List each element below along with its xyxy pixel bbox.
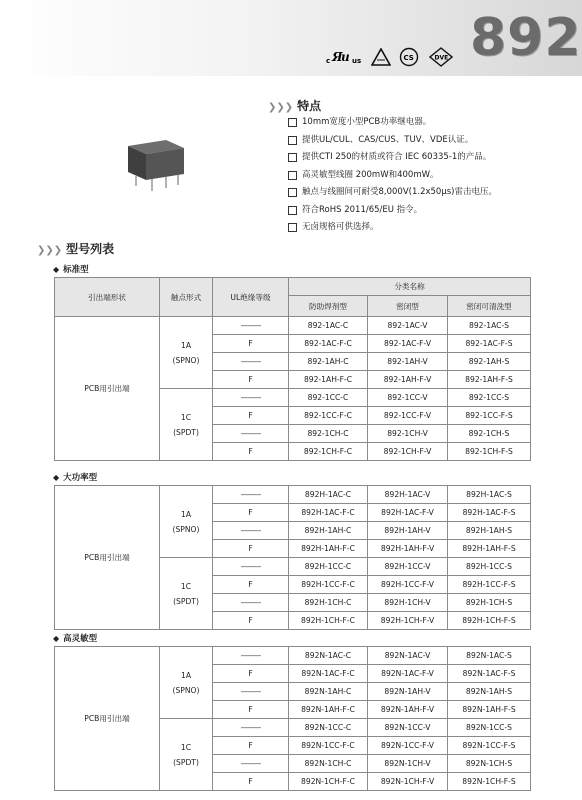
contact-form: 1C	[180, 581, 192, 591]
model-flux-cell: 892N-1AH-F-C	[289, 701, 368, 719]
model-flux-cell: 892N-1CH-F-C	[289, 773, 368, 791]
table-row	[55, 647, 531, 665]
contact-form: 1A	[180, 670, 192, 680]
contact-form-cell	[160, 558, 213, 630]
model-flux-cell: 892-1AH-C	[289, 353, 368, 371]
lead-type-cell: PCB用引出端	[55, 647, 160, 791]
model-washable-cell: 892N-1AH-S	[448, 683, 531, 701]
model-sealed-cell: 892H-1AH-F-V	[368, 540, 448, 558]
section-title-text: 高灵敏型	[63, 634, 98, 644]
header-lead: 引出端形状	[55, 278, 160, 317]
feature-item	[288, 167, 497, 185]
checkbox-icon	[288, 206, 297, 215]
model-flux-cell: 892H-1AH-C	[289, 522, 368, 540]
model-washable-cell: 892-1CH-F-S	[448, 443, 531, 461]
model-flux-cell: 892N-1CC-C	[289, 719, 368, 737]
ul-class-cell: ———	[213, 425, 289, 443]
vde-icon	[428, 48, 454, 66]
ul-class-cell: F	[213, 773, 289, 791]
cqc-icon	[398, 48, 420, 66]
model-flux-cell: 892H-1CH-C	[289, 594, 368, 612]
contact-form: 1A	[180, 340, 192, 350]
contact-form: 1C	[180, 742, 192, 752]
model-sealed-cell: 892-1AC-V	[368, 317, 448, 335]
model-sealed-cell: 892H-1CH-V	[368, 594, 448, 612]
section-title	[53, 263, 89, 275]
ul-class-cell: F	[213, 701, 289, 719]
model-flux-cell: 892N-1AC-F-C	[289, 665, 368, 683]
section-title-text: 标准型	[63, 265, 89, 275]
section-title	[53, 632, 97, 644]
section-title	[53, 471, 97, 483]
model-sealed-cell: 892-1CC-V	[368, 389, 448, 407]
diamond-icon: ◆	[53, 473, 60, 482]
contact-form-cell	[160, 647, 213, 719]
model-washable-cell: 892H-1AC-F-S	[448, 504, 531, 522]
feature-text: 高灵敏型线圈 200mW和400mW。	[302, 169, 439, 180]
model-washable-cell: 892-1CC-F-S	[448, 407, 531, 425]
model-sealed-cell: 892N-1CC-V	[368, 719, 448, 737]
ul-class-cell: F	[213, 443, 289, 461]
model-sealed-cell: 892N-1CH-F-V	[368, 773, 448, 791]
model-sealed-cell: 892H-1CH-F-V	[368, 612, 448, 630]
model-washable-cell: 892-1CC-S	[448, 389, 531, 407]
header-sealed: 密闭型	[368, 296, 448, 317]
svg-text:DVE: DVE	[434, 54, 449, 62]
feature-item	[288, 149, 497, 167]
model-flux-cell: 892-1AC-F-C	[289, 335, 368, 353]
ul-class-cell: F	[213, 335, 289, 353]
model-flux-cell: 892N-1CC-F-C	[289, 737, 368, 755]
model-sealed-cell: 892-1CH-F-V	[368, 443, 448, 461]
relay-product-image	[122, 128, 192, 198]
model-flux-cell: 892H-1AC-F-C	[289, 504, 368, 522]
model-washable-cell: 892N-1AC-F-S	[448, 665, 531, 683]
model-washable-cell: 892H-1CC-S	[448, 558, 531, 576]
model-flux-cell: 892N-1CH-C	[289, 755, 368, 773]
svg-text:CS: CS	[403, 54, 414, 62]
model-flux-cell: 892-1CH-F-C	[289, 443, 368, 461]
header-category: 分类名称	[289, 278, 531, 296]
ul-recognized-icon	[326, 48, 366, 66]
model-sealed-cell: 892H-1AC-V	[368, 486, 448, 504]
model-sealed-cell: 892H-1CC-V	[368, 558, 448, 576]
feature-text: 触点与线圈间可耐受8,000V(1.2x50µs)雷击电压。	[302, 187, 497, 197]
feature-text: 符合RoHS 2011/65/EU 指令。	[302, 204, 423, 215]
diamond-icon: ◆	[53, 634, 60, 643]
contact-form-cell	[160, 719, 213, 791]
checkbox-icon	[288, 188, 297, 197]
feature-list	[288, 114, 497, 237]
model-sealed-cell: 892-1AH-F-V	[368, 371, 448, 389]
model-washable-cell: 892H-1CH-S	[448, 594, 531, 612]
model-washable-cell: 892H-1CH-F-S	[448, 612, 531, 630]
header-flux: 防助焊剂型	[289, 296, 368, 317]
feature-text: 无卤规格可供选择。	[302, 222, 379, 232]
model-flux-cell: 892H-1AC-C	[289, 486, 368, 504]
ul-class-cell: ———	[213, 317, 289, 335]
model-washable-cell: 892H-1AH-F-S	[448, 540, 531, 558]
contact-form-sub: (SPNO)	[172, 355, 200, 365]
model-washable-cell: 892N-1CC-F-S	[448, 737, 531, 755]
model-flux-cell: 892-1CH-C	[289, 425, 368, 443]
header-contact: 触点形式	[160, 278, 213, 317]
checkbox-icon	[288, 153, 297, 162]
feature-item	[288, 219, 497, 237]
ul-class-cell: F	[213, 371, 289, 389]
model-washable-cell: 892N-1AC-S	[448, 647, 531, 665]
ul-class-cell: ———	[213, 353, 289, 371]
contact-form-sub: (SPDT)	[173, 427, 199, 437]
ul-class-cell: F	[213, 540, 289, 558]
feature-text: 10mm宽度小型PCB功率继电器。	[302, 117, 432, 127]
model-sealed-cell: 892H-1AH-V	[368, 522, 448, 540]
model-number: 892	[470, 8, 582, 68]
ul-class-cell: F	[213, 407, 289, 425]
model-flux-cell: 892H-1AH-F-C	[289, 540, 368, 558]
feature-item	[288, 184, 497, 202]
model-sealed-cell: 892N-1CH-V	[368, 755, 448, 773]
contact-form-sub: (SPDT)	[173, 596, 199, 606]
model-flux-cell: 892H-1CC-F-C	[289, 576, 368, 594]
ul-class-cell: ———	[213, 522, 289, 540]
double-chevron-icon: ❯❯❯	[37, 245, 63, 256]
model-washable-cell: 892H-1CC-F-S	[448, 576, 531, 594]
double-chevron-icon: ❯❯❯	[268, 102, 294, 113]
model-sealed-cell: 892-1CH-V	[368, 425, 448, 443]
lead-type-cell: PCB用引出端	[55, 486, 160, 630]
model-washable-cell: 892-1AC-F-S	[448, 335, 531, 353]
ul-class-cell: ———	[213, 683, 289, 701]
tuv-triangle-icon	[370, 48, 392, 66]
model-sealed-cell: 892H-1CC-F-V	[368, 576, 448, 594]
models-heading	[37, 240, 114, 257]
model-sealed-cell: 892N-1AH-F-V	[368, 701, 448, 719]
feature-item	[288, 202, 497, 220]
features-heading	[268, 97, 321, 114]
feature-item	[288, 132, 497, 150]
feature-text: 提供UL/CUL、CAS/CUS、TUV、VDE认证。	[302, 134, 474, 145]
model-washable-cell: 892-1AC-S	[448, 317, 531, 335]
checkbox-icon	[288, 118, 297, 127]
model-washable-cell: 892H-1AC-S	[448, 486, 531, 504]
ul-class-cell: F	[213, 576, 289, 594]
svg-text:c: c	[326, 57, 331, 65]
contact-form-cell	[160, 389, 213, 461]
model-flux-cell: 892-1CC-C	[289, 389, 368, 407]
ul-class-cell: F	[213, 612, 289, 630]
ul-class-cell: ———	[213, 755, 289, 773]
ul-class-cell: F	[213, 665, 289, 683]
model-washable-cell: 892N-1CH-S	[448, 755, 531, 773]
feature-text: 提供CTI 250的材质或符合 IEC 60335-1的产品。	[302, 152, 492, 162]
section-title-text: 大功率型	[63, 473, 98, 483]
model-table	[54, 277, 531, 461]
ul-class-cell: ———	[213, 594, 289, 612]
table-row	[55, 486, 531, 504]
model-flux-cell: 892N-1AC-C	[289, 647, 368, 665]
contact-form-sub: (SPNO)	[172, 524, 200, 534]
ul-class-cell: ———	[213, 719, 289, 737]
model-flux-cell: 892-1CC-F-C	[289, 407, 368, 425]
model-washable-cell: 892-1AH-F-S	[448, 371, 531, 389]
checkbox-icon	[288, 136, 297, 145]
diamond-icon: ◆	[53, 265, 60, 274]
ul-class-cell: F	[213, 737, 289, 755]
model-washable-cell: 892N-1CH-F-S	[448, 773, 531, 791]
contact-form-sub: (SPNO)	[172, 685, 200, 695]
models-title: 型号列表	[66, 242, 115, 256]
header-ul: UL绝缘等级	[213, 278, 289, 317]
model-sealed-cell: 892N-1AC-F-V	[368, 665, 448, 683]
model-washable-cell: 892-1CH-S	[448, 425, 531, 443]
model-sealed-cell: 892-1AH-V	[368, 353, 448, 371]
ul-class-cell: ———	[213, 647, 289, 665]
table-row	[55, 317, 531, 335]
model-washable-cell: 892-1AH-S	[448, 353, 531, 371]
model-sealed-cell: 892N-1AH-V	[368, 683, 448, 701]
model-flux-cell: 892H-1CH-F-C	[289, 612, 368, 630]
model-table	[54, 485, 531, 630]
ul-class-cell: ———	[213, 389, 289, 407]
model-sealed-cell: 892H-1AC-F-V	[368, 504, 448, 522]
model-sealed-cell: 892N-1CC-F-V	[368, 737, 448, 755]
model-washable-cell: 892N-1CC-S	[448, 719, 531, 737]
model-washable-cell: 892H-1AH-S	[448, 522, 531, 540]
checkbox-icon	[288, 171, 297, 180]
model-flux-cell: 892-1AC-C	[289, 317, 368, 335]
contact-form: 1C	[180, 412, 192, 422]
svg-text:Я: Я	[332, 50, 343, 64]
features-title: 特点	[297, 99, 322, 113]
header-washable: 密闭可清洗型	[448, 296, 531, 317]
model-table	[54, 646, 531, 791]
contact-form-cell	[160, 317, 213, 389]
svg-text:us: us	[352, 57, 362, 65]
contact-form-sub: (SPDT)	[173, 757, 199, 767]
feature-item	[288, 114, 497, 132]
model-sealed-cell: 892-1AC-F-V	[368, 335, 448, 353]
model-flux-cell: 892N-1AH-C	[289, 683, 368, 701]
model-sealed-cell: 892-1CC-F-V	[368, 407, 448, 425]
ul-class-cell: ———	[213, 558, 289, 576]
contact-form-cell	[160, 486, 213, 558]
ul-class-cell: F	[213, 504, 289, 522]
model-sealed-cell: 892N-1AC-V	[368, 647, 448, 665]
model-flux-cell: 892H-1CC-C	[289, 558, 368, 576]
svg-text:u: u	[341, 50, 350, 64]
lead-type-cell: PCB用引出端	[55, 317, 160, 461]
contact-form: 1A	[180, 509, 192, 519]
model-washable-cell: 892N-1AH-F-S	[448, 701, 531, 719]
checkbox-icon	[288, 223, 297, 232]
ul-class-cell: ———	[213, 486, 289, 504]
model-flux-cell: 892-1AH-F-C	[289, 371, 368, 389]
